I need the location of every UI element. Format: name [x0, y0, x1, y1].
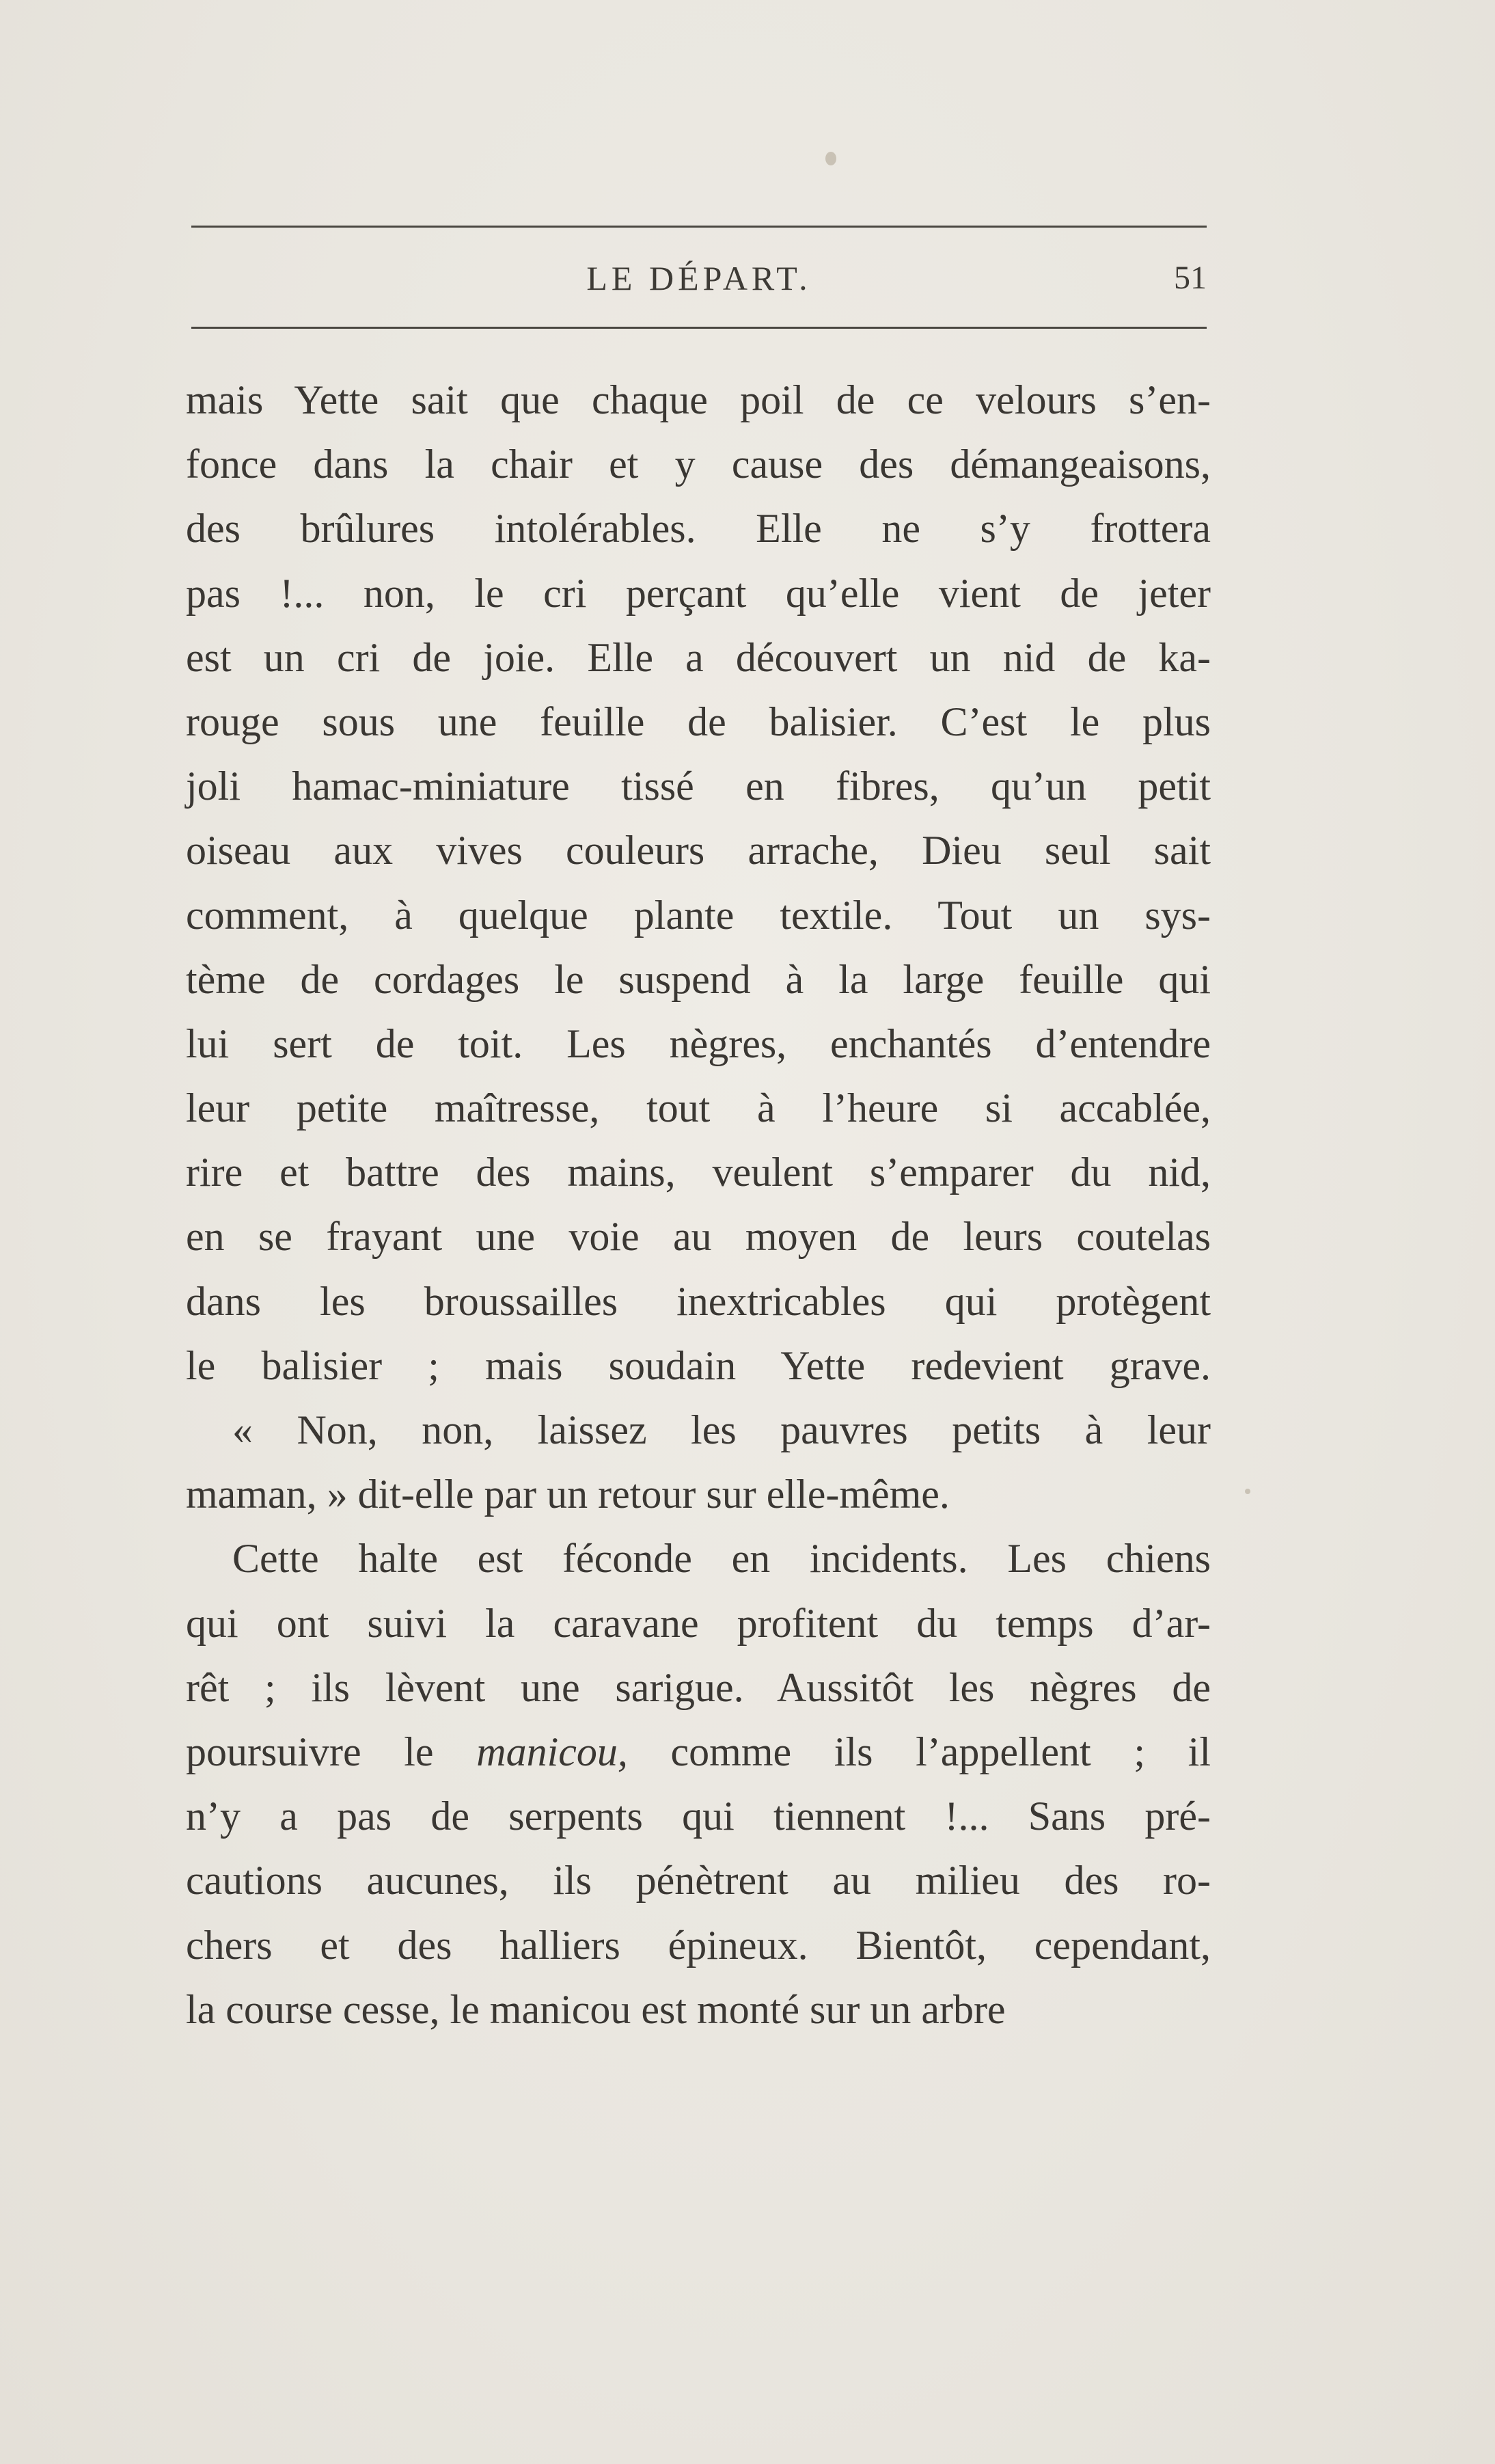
text-line: mais Yette sait que chaque poil de ce velours s’en-	[186, 377, 1211, 422]
text-line: tème de cordages le suspend à la large feuille qui	[186, 956, 1211, 1002]
text-line: cautions aucunes, ils pénètrent au milieu des ro-	[186, 1858, 1211, 1904]
text-line: chers et des halliers épineux. Bientôt, cependant,	[186, 1922, 1211, 1968]
text-line: rire et battre des mains, veulent s’emparer du nid,	[186, 1150, 1211, 1195]
text-line: Cette halte est féconde en incidents. Les chiens	[232, 1536, 1211, 1582]
running-title: LE DÉPART.	[586, 259, 812, 297]
body-text	[186, 368, 1211, 2042]
header-rule-top	[191, 226, 1207, 228]
text-line: en se frayant une voie au moyen de leurs coutelas	[186, 1214, 1211, 1260]
text-line: leur petite maîtresse, tout à l’heure si accablée,	[186, 1085, 1211, 1131]
text-segment: comme ils l’appellent ; il	[627, 1729, 1211, 1774]
text-line: fonce dans la chair et y cause des démangeaisons,	[186, 442, 1211, 487]
text-line: rouge sous une feuille de balisier. C’est le plus	[186, 699, 1211, 744]
header-rule-bottom	[191, 327, 1207, 329]
paper-speck	[825, 152, 836, 165]
page-number: 51	[1174, 260, 1207, 296]
italic-term: manicou,	[476, 1729, 628, 1774]
text-line: le balisier ; mais soudain Yette redevient grave.	[186, 1342, 1211, 1388]
text-line: joli hamac-miniature tissé en fibres, qu’un petit	[186, 763, 1211, 809]
running-head	[191, 254, 1207, 302]
text-line: lui sert de toit. Les nègres, enchantés d’entendre	[186, 1020, 1211, 1066]
text-line: n’y a pas de serpents qui tiennent !... Sans pré-	[186, 1793, 1211, 1839]
text-line: pas !... non, le cri perçant qu’elle vient de jeter	[186, 570, 1211, 616]
text-line: « Non, non, laissez les pauvres petits à leur	[232, 1407, 1211, 1452]
text-line: des brûlures intolérables. Elle ne s’y frottera	[186, 506, 1211, 552]
paper-speck	[1245, 1489, 1250, 1494]
text-line: rêt ; ils lèvent une sarigue. Aussitôt les nègres de	[186, 1664, 1211, 1710]
text-line: est un cri de joie. Elle a découvert un nid de ka-	[186, 634, 1211, 680]
text-line: oiseau aux vives couleurs arrache, Dieu seul sait	[186, 828, 1211, 874]
text-line: qui ont suivi la caravane profitent du temps d’ar-	[186, 1600, 1211, 1646]
text-line: la course cesse, le manicou est monté sur un arbre	[186, 1986, 1006, 2032]
text-line: maman, » dit-elle par un retour sur elle-même.	[186, 1472, 950, 1517]
text-line	[186, 1720, 1211, 1784]
text-segment: poursuivre le	[186, 1729, 477, 1774]
text-line: dans les broussailles inextricables qui protègent	[186, 1278, 1211, 1324]
text-line: comment, à quelque plante textile. Tout un sys-	[186, 892, 1211, 938]
